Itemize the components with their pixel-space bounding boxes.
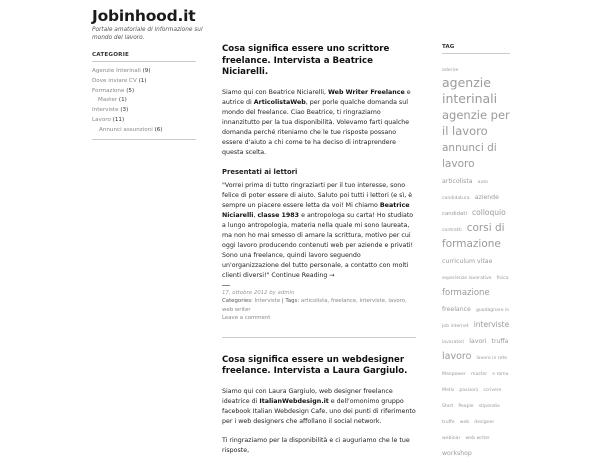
tag-link[interactable]: formazione (442, 288, 490, 298)
tag-link[interactable]: Metis (442, 388, 455, 393)
tag-link[interactable]: guadagnare in (475, 308, 510, 313)
post-paragraph: Siamo qui con Beatrice Niciarelli, Web Writer Freelance e autrice di ArticolistaWeb, per porle qualche domanda sul mondo del freelance. Ciao Beatrice, ti ringraziamo innanzitutto per la tua disponibilità. Volevamo farti qualche domanda perché riteniamo che le tue risposte possano essere d'aiuto a chi come te ha deciso di intraprendere questa scelta. (222, 88, 411, 156)
tag-link[interactable]: articolista (442, 178, 473, 185)
tag-heading: TAG (442, 44, 510, 54)
post-paragraph-continue[interactable]: Sono una freelance, quindi lavoro seguendo un'organizzazione del tutto personale, a contatto con molti clienti diversi!" Continue Reading → (222, 251, 409, 279)
tag-link[interactable]: People (458, 404, 474, 409)
post (222, 355, 416, 456)
tag-link[interactable]: passioni (459, 388, 479, 393)
tag-link[interactable]: stipendio (478, 404, 500, 409)
tag-link[interactable]: colloquio (472, 208, 506, 217)
tag-link[interactable]: annunci di lavoro (442, 142, 497, 170)
post-date: 17, ottobre 2012 (222, 289, 268, 296)
tag-link[interactable]: master (470, 372, 488, 377)
tag-link[interactable]: webinar (442, 436, 461, 441)
post-paragraph: Siamo qui con Laura Gargiulo, web designer freelance ideatrice di ItalianWebdesign.it e dell'omonimo gruppo facebook Italian Webdesign Cafe, uno dei punti di riferimento per i web designers che affollano il social network. (222, 387, 416, 425)
post-paragraph: "Vorrei prima di tutto ringraziarti per il tuo interesse, sono felice di poter essere di aiuto. Saluto poi tutti i lettori (e sì, è sempre un piacere essere letta da voi! Mi chiamo Beatrice Niciarelli, classe 1983 e antropologa su carta! Ho studiato a lungo antropologia, materia nella quale mi sono laureata, ma non ho mai smesso di amare la scrittura, motivo per cui oggi lavoro producendo contenuti web per aziende e privati! (222, 181, 414, 249)
category-item-lavoro[interactable]: Lavoro (11) (92, 116, 125, 123)
tag-link[interactable]: aderire (442, 68, 459, 73)
tag-link[interactable]: web writer (465, 436, 490, 441)
tag-link[interactable]: lavoratori (442, 340, 465, 345)
tag-link[interactable]: corsi di formazione (442, 222, 505, 250)
tag-link[interactable]: candidati (442, 211, 467, 217)
tag-link[interactable]: workshop (442, 450, 472, 457)
site-description: Portale amatoriale di informazione sul mondo del lavoro. (92, 27, 203, 41)
sidebar (92, 52, 196, 140)
tag-cloud-widget (442, 44, 510, 458)
post-meta: 17, ottobre 2012 by admin Categories: Interviste | Tags: articolista, freelance, interviste, lavoro, web writer Leave a comment (222, 289, 407, 322)
post-category-link[interactable]: Interviste (254, 298, 281, 305)
post-paragraph: Ti ringraziamo per la disponibilità e ci auguriamo che le tue risposte, (222, 436, 410, 454)
sidebar-divider (92, 139, 196, 140)
tag-link[interactable]: scrivere (483, 388, 502, 393)
meta-divider (222, 285, 230, 286)
tag-link[interactable]: interviste (473, 320, 510, 329)
tag-link[interactable]: curriculum vitae (442, 258, 493, 265)
post-subheading: Presentati ai lettori (222, 167, 298, 176)
category-item-agenzie-interinali[interactable]: Agenzie Interinali (9) (92, 68, 151, 74)
category-item-dove-inviare-cv[interactable]: Dove inviare CV (1) (92, 77, 147, 84)
tag-link[interactable]: lavoro (442, 351, 472, 362)
tag-link[interactable]: fisica (496, 276, 509, 281)
category-item-interviste[interactable]: Interviste (3) (92, 107, 129, 114)
tag-link[interactable]: truffe (442, 420, 455, 425)
post (222, 44, 416, 323)
tag-link[interactable]: contratti (442, 228, 462, 233)
site-title[interactable]: Jobinhood.it (92, 7, 196, 25)
post-title[interactable]: Cosa significa essere un webdesigner freelance. Intervista a Laura Gargiulo. (222, 354, 408, 377)
tag-link[interactable]: Start (442, 404, 454, 409)
categories-heading: CATEGORIE (92, 52, 196, 62)
tag-cloud (442, 58, 510, 458)
tag-link[interactable]: auto candidatura (442, 180, 488, 201)
tag-link[interactable]: e roma (492, 372, 509, 377)
post-title[interactable]: Cosa significa essere uno scrittore freelance. Intervista a Beatrice Niciarelli. (222, 44, 390, 77)
tag-link[interactable]: aziende (474, 194, 499, 201)
category-item-annunci-assunzioni[interactable]: Annunci assunzioni (6) (99, 126, 163, 133)
tag-link[interactable]: truffa (491, 338, 509, 345)
tag-link[interactable]: web (459, 420, 470, 425)
main-content (222, 44, 416, 465)
tag-link[interactable]: esperienze lavorative (442, 276, 492, 281)
post-author[interactable]: admin (277, 289, 295, 296)
tag-link[interactable]: lavoro in rete (476, 356, 508, 361)
tag-link[interactable]: agenzie per il lavoro (442, 108, 510, 138)
tag-link[interactable]: job internet (442, 324, 469, 329)
post-tags[interactable]: articolista, freelance, interviste, lavoro, web writer (222, 298, 407, 313)
category-item-formazione[interactable]: Formazione (5) (92, 87, 135, 94)
tag-link[interactable]: designer (474, 420, 495, 425)
tag-link[interactable]: freelance (442, 306, 471, 313)
leave-comment-link[interactable]: Leave a comment (222, 315, 271, 322)
category-item-master[interactable]: Master (1) (98, 97, 127, 104)
tag-link[interactable]: agenzie interinali (442, 75, 498, 106)
tag-link[interactable]: lavori (469, 338, 487, 345)
tag-link[interactable]: Manpower (442, 372, 466, 377)
post-divider (222, 337, 416, 338)
